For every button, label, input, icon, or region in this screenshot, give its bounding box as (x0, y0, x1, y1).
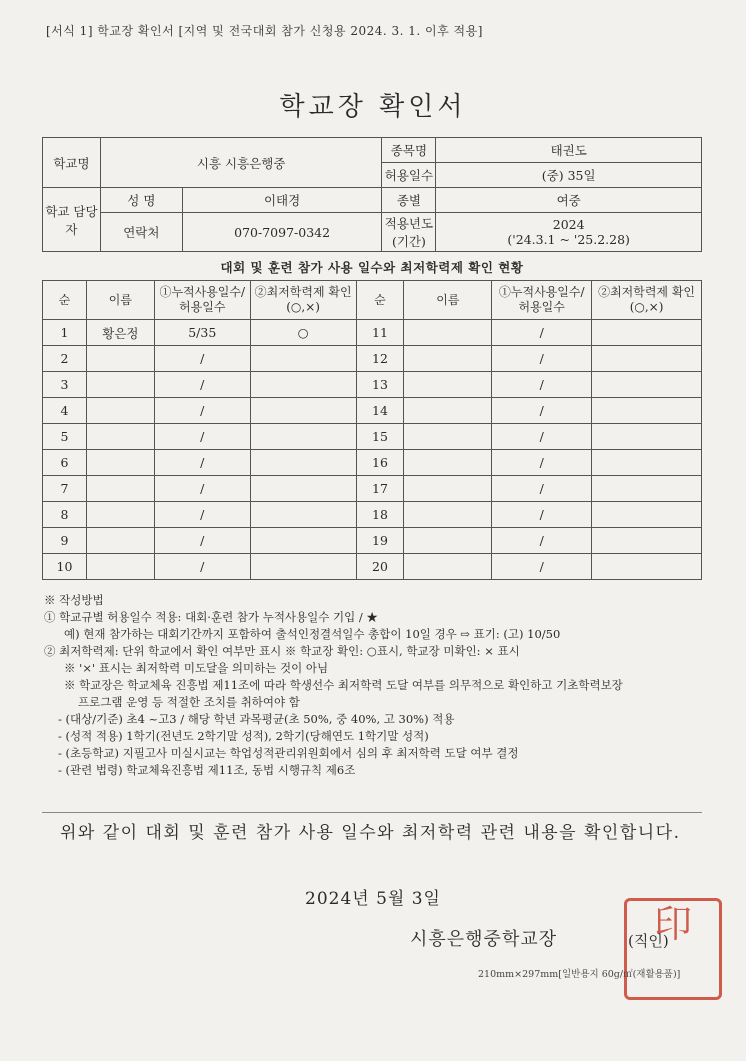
cell-academic (592, 398, 702, 424)
cell-academic (250, 502, 356, 528)
cell-no: 6 (43, 450, 87, 476)
cell-academic (250, 372, 356, 398)
year-label: 적용년도 (기간) (382, 213, 436, 252)
table-row (43, 528, 702, 554)
official-seal: 印 (624, 898, 722, 1000)
manager-label: 학교 담당자 (43, 188, 101, 252)
cell-academic (592, 424, 702, 450)
cell-no: 7 (43, 476, 87, 502)
col-name-right: 이름 (404, 281, 492, 320)
form-label: [서식 1] 학교장 확인서 [지역 및 전국대회 참가 신청용 2024. 3. 1. 이후 적용] (46, 24, 483, 38)
cell-days: / (154, 476, 250, 502)
cell-name (86, 372, 154, 398)
participation-table (42, 280, 702, 580)
cell-academic (592, 320, 702, 346)
cell-no: 13 (356, 372, 404, 398)
seal-label: (직인) (628, 932, 669, 950)
cell-academic (250, 398, 356, 424)
school-label: 학교명 (43, 138, 101, 188)
cell-days: / (492, 424, 592, 450)
note-2-a: ※ '×' 표시는 최저학력 미도달을 의미하는 것이 아님 (64, 661, 329, 675)
school-value: 시흥 시흥은행중 (100, 138, 382, 188)
cell-days: / (492, 450, 592, 476)
col-no-right: 순 (356, 281, 404, 320)
cell-no: 1 (43, 320, 87, 346)
cell-academic (250, 476, 356, 502)
cell-days: / (154, 502, 250, 528)
table-row (43, 346, 702, 372)
cell-academic: ○ (250, 320, 356, 346)
allowed-days-label: 허용일수 (382, 163, 436, 188)
name-value: 이태경 (182, 188, 382, 213)
cell-name (86, 528, 154, 554)
event-label: 종목명 (382, 138, 436, 163)
cell-no: 20 (356, 554, 404, 580)
cell-no: 9 (43, 528, 87, 554)
cell-no: 10 (43, 554, 87, 580)
note-2-b-cont: 프로그램 운영 등 적절한 조치를 취하여야 함 (78, 695, 300, 709)
cell-name (86, 502, 154, 528)
cell-no: 2 (43, 346, 87, 372)
cell-name: 황은정 (86, 320, 154, 346)
cell-no: 3 (43, 372, 87, 398)
col-days-right: ①누적사용일수/ 허용일수 (492, 281, 592, 320)
principal-signature: 시흥은행중학교장 (410, 929, 558, 950)
cell-days: / (492, 346, 592, 372)
cell-name (404, 424, 492, 450)
cell-academic (250, 528, 356, 554)
cell-academic (250, 554, 356, 580)
detail-1: - (대상/기준) 초4 ~고3 / 해당 학년 과목평균(초 50%, 중 40%, 고 30%) 적용 (58, 712, 455, 726)
detail-4: - (관련 법령) 학교체육진흥법 제11조, 동법 시행규칙 제6조 (58, 763, 356, 777)
note-2-b: ※ 학교장은 학교체육 진흥법 제11조에 따라 학생선수 최저학력 도달 여부를 의무적으로 확인하고 기초학력보장 (64, 678, 623, 692)
gender-label: 종별 (382, 188, 436, 213)
cell-name (86, 476, 154, 502)
cell-academic (250, 346, 356, 372)
name-label: 성 명 (100, 188, 182, 213)
cell-days: / (154, 450, 250, 476)
cell-academic (592, 502, 702, 528)
cell-no: 16 (356, 450, 404, 476)
cell-no: 15 (356, 424, 404, 450)
header-table (42, 137, 702, 252)
cell-days: / (492, 372, 592, 398)
cell-academic (592, 372, 702, 398)
table-header-row (43, 281, 702, 320)
cell-no: 5 (43, 424, 87, 450)
cell-days: / (154, 372, 250, 398)
cell-academic (592, 528, 702, 554)
table-row (43, 502, 702, 528)
cell-no: 12 (356, 346, 404, 372)
cell-days: / (492, 398, 592, 424)
section-title: 대회 및 훈련 참가 사용 일수와 최저학력제 확인 현황 (220, 260, 524, 275)
cell-no: 18 (356, 502, 404, 528)
cell-days: 5/35 (154, 320, 250, 346)
cell-days: / (492, 554, 592, 580)
cell-no: 4 (43, 398, 87, 424)
note-1: ① 학교규별 허용일수 적용: 대회·훈련 참가 누적사용일수 기입 / ★ (44, 610, 378, 624)
event-value: 태권도 (436, 138, 702, 163)
cell-days: / (154, 398, 250, 424)
table-row (43, 476, 702, 502)
detail-3: - (초등학교) 지필고사 미실시교는 학업성적관리위원회에서 심의 후 최저학력 도달 여부 결정 (58, 746, 519, 760)
cell-no: 8 (43, 502, 87, 528)
col-name-left: 이름 (86, 281, 154, 320)
cell-no: 14 (356, 398, 404, 424)
allowed-days-value: (중) 35일 (436, 163, 702, 188)
cell-days: / (154, 528, 250, 554)
cell-days: / (492, 528, 592, 554)
year-value: 2024 (552, 217, 585, 232)
page-title: 학교장 확인서 (279, 92, 467, 122)
cell-academic (592, 476, 702, 502)
cell-name (404, 398, 492, 424)
instructions (44, 592, 704, 779)
cell-no: 19 (356, 528, 404, 554)
contact-label: 연락처 (100, 213, 182, 252)
cell-days: / (492, 502, 592, 528)
contact-value: 070-7097-0342 (182, 213, 382, 252)
cell-academic (250, 450, 356, 476)
cell-no: 11 (356, 320, 404, 346)
cell-academic (592, 346, 702, 372)
detail-2: - (성적 적용) 1학기(전년도 2학기말 성적), 2학기(당해연도 1학기말 성적) (58, 729, 429, 743)
table-row (43, 424, 702, 450)
cell-days: / (154, 346, 250, 372)
gender-value: 여중 (436, 188, 702, 213)
cell-days: / (154, 424, 250, 450)
cell-name (404, 476, 492, 502)
note-2: ② 최저학력제: 단위 학교에서 확인 여부만 표시 ※ 학교장 확인: ○표시, 학교장 미확인: × 표시 (44, 644, 520, 658)
instructions-heading: ※ 작성방법 (44, 593, 104, 607)
cell-name (86, 554, 154, 580)
paper-spec: 210mm×297mm[일반용지 60g/㎡(재활용품)] (478, 969, 681, 980)
cell-name (404, 372, 492, 398)
cell-name (404, 528, 492, 554)
cell-days: / (492, 320, 592, 346)
issue-date: 2024년 5월 3일 (305, 889, 441, 909)
cell-academic (250, 424, 356, 450)
table-row (43, 398, 702, 424)
cell-academic (592, 450, 702, 476)
cell-name (404, 554, 492, 580)
cell-name (404, 450, 492, 476)
table-row (43, 320, 702, 346)
cell-name (404, 320, 492, 346)
cell-days: / (154, 554, 250, 580)
divider (42, 812, 702, 813)
cell-no: 17 (356, 476, 404, 502)
cell-name (86, 450, 154, 476)
cell-name (404, 346, 492, 372)
col-days-left: ①누적사용일수/ 허용일수 (154, 281, 250, 320)
year-cell (436, 213, 702, 252)
cell-name (86, 346, 154, 372)
table-row (43, 450, 702, 476)
confirmation-statement: 위와 같이 대회 및 훈련 참가 사용 일수와 최저학력 관련 내용을 확인합니다. (60, 823, 681, 843)
col-no-left: 순 (43, 281, 87, 320)
table-row (43, 372, 702, 398)
cell-name (86, 424, 154, 450)
cell-name (404, 502, 492, 528)
cell-academic (592, 554, 702, 580)
note-1-example: 예) 현재 참가하는 대회기간까지 포함하여 출석인정결석일수 총합이 10일 경우 ⇨ 표기: (고) 10/50 (64, 627, 561, 641)
cell-name (86, 398, 154, 424)
year-period: ('24.3.1 ~ '25.2.28) (507, 232, 630, 247)
table-row (43, 554, 702, 580)
cell-days: / (492, 476, 592, 502)
col-academic-right: ②최저학력제 확인(○,×) (592, 281, 702, 320)
col-academic-left: ②최저학력제 확인(○,×) (250, 281, 356, 320)
